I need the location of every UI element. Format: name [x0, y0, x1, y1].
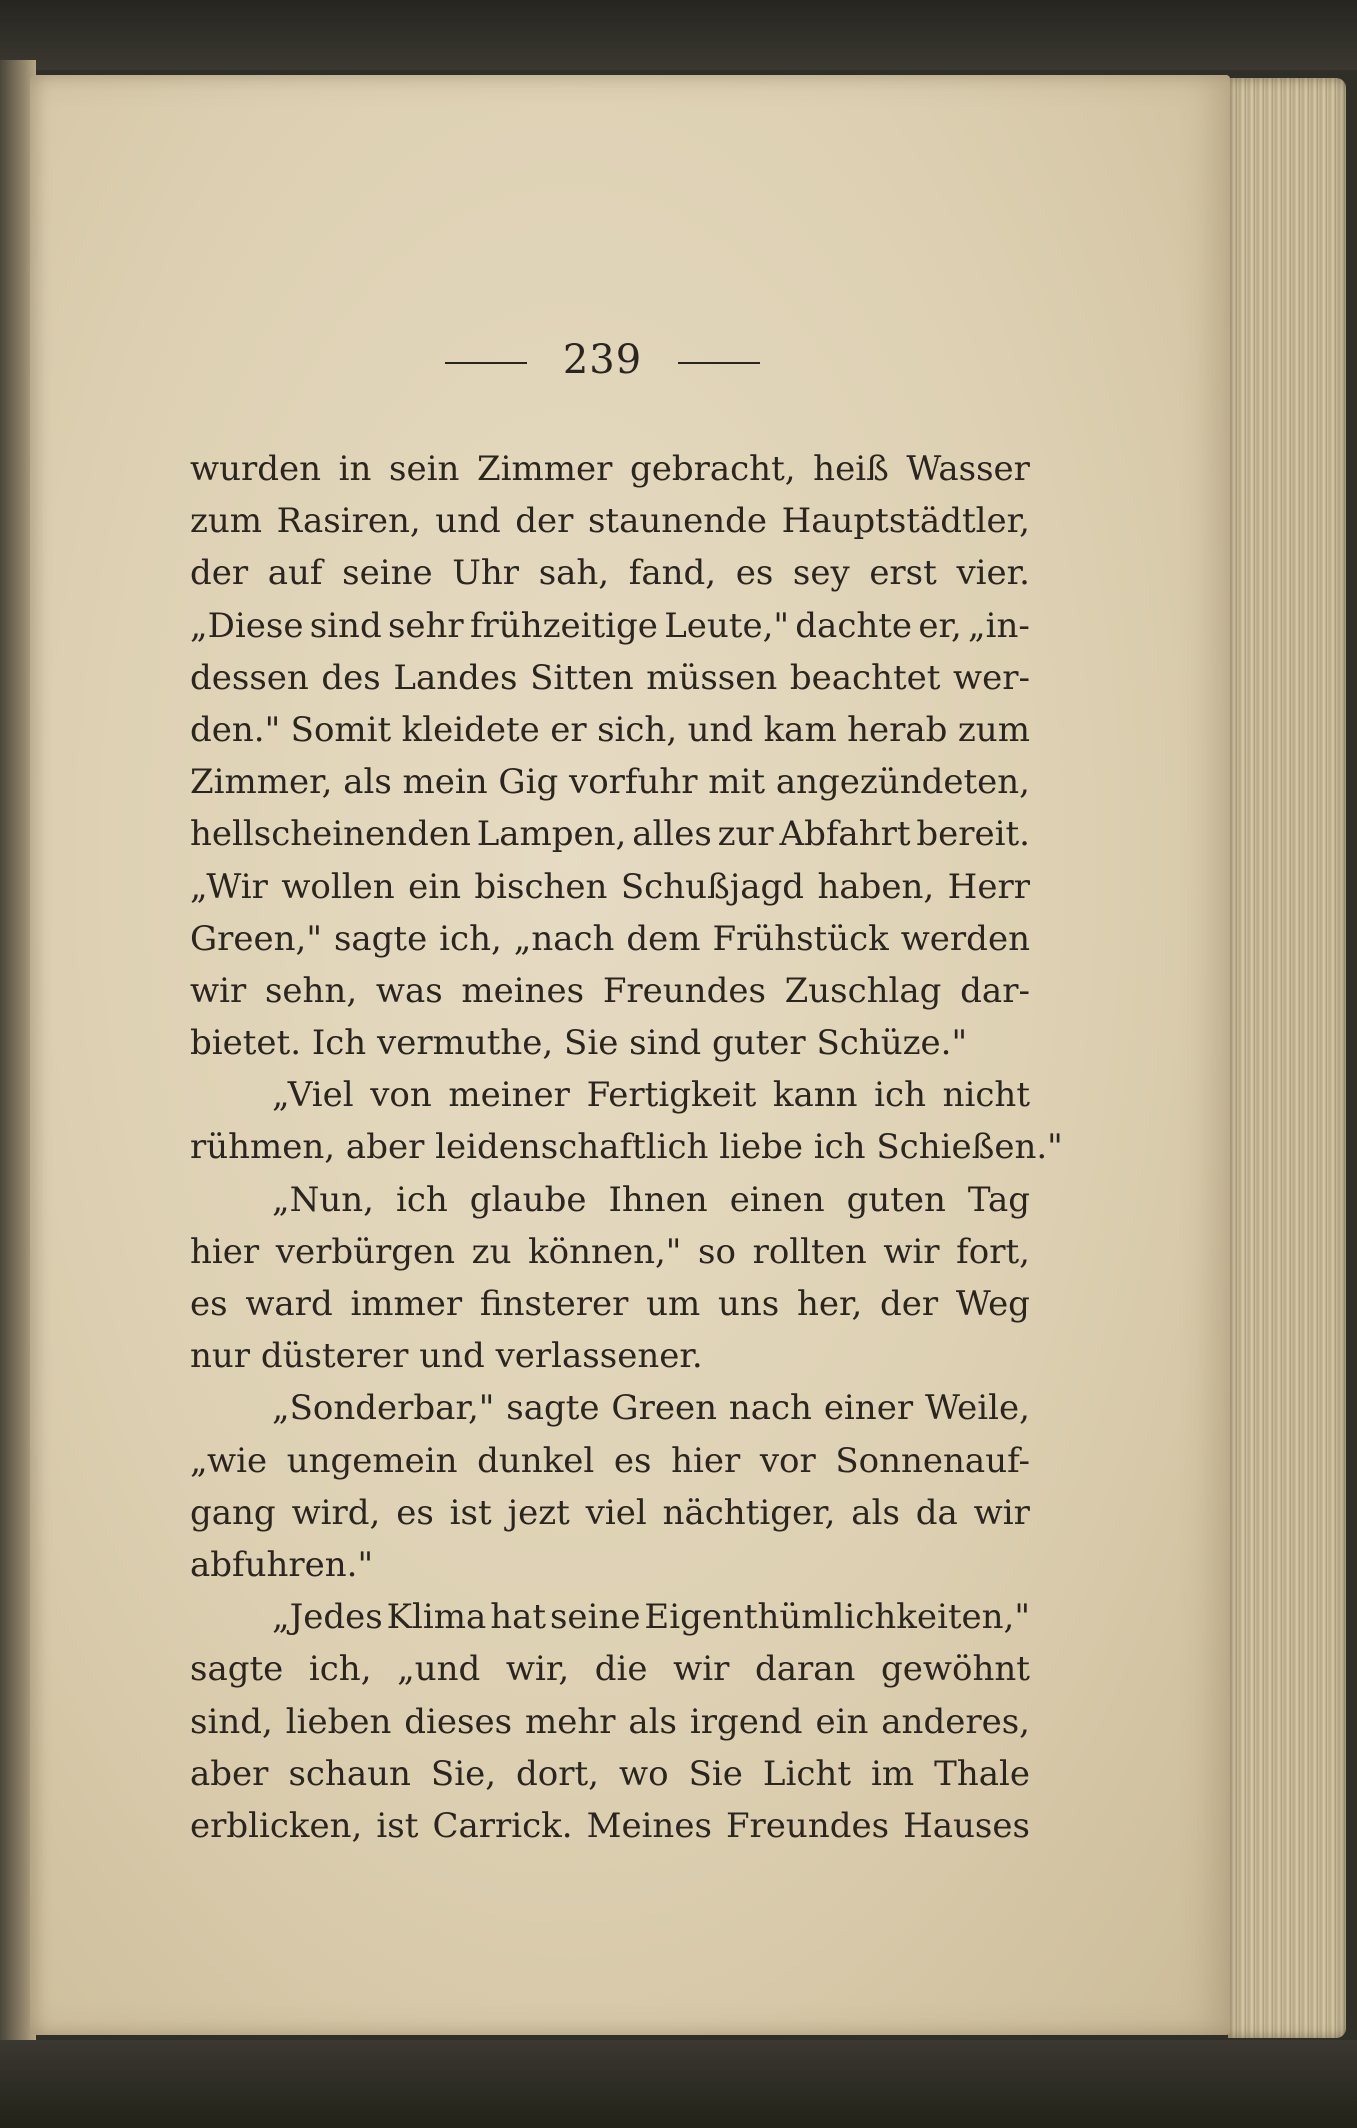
text-word: meines	[461, 970, 585, 1011]
text-word: sehr	[387, 605, 464, 646]
text-word: dem	[626, 918, 701, 959]
text-word: und	[687, 709, 754, 750]
text-word: hier	[190, 1231, 260, 1272]
text-line	[190, 1121, 1063, 1173]
text-word: Ich	[311, 1023, 378, 1064]
text-word: vor	[759, 1440, 816, 1481]
text-word: fort,	[956, 1231, 1030, 1272]
text-word: „Sonderbar,"	[272, 1388, 495, 1429]
text-word: mit	[708, 762, 766, 803]
text-word: verbürgen	[275, 1231, 456, 1272]
text-word: nicht	[942, 1075, 1030, 1116]
text-word: wollen	[281, 866, 395, 907]
text-word: uns	[717, 1284, 780, 1324]
text-word: dar-	[960, 970, 1030, 1011]
text-word: guten	[846, 1179, 946, 1220]
text-word: den."	[190, 709, 281, 750]
text-word: hellscheinenden	[190, 814, 471, 855]
text-word: sein	[389, 449, 460, 489]
text-word: kleidete	[401, 709, 540, 750]
text-word: „Wir	[190, 866, 268, 907]
text-word: Herr	[947, 866, 1030, 907]
text-word: ich	[874, 1075, 926, 1116]
text-word: als	[628, 1701, 677, 1742]
text-line	[190, 756, 1030, 808]
text-word: einer	[823, 1388, 914, 1429]
text-word: zum	[190, 501, 263, 542]
text-word: es	[190, 1284, 228, 1324]
text-word: Gig	[498, 762, 559, 803]
text-line	[190, 913, 1030, 965]
text-word: herab	[847, 709, 948, 750]
text-word: erblicken,	[190, 1805, 363, 1846]
text-line	[190, 1591, 1030, 1643]
text-word: als	[343, 762, 392, 803]
text-word: ist	[376, 1805, 419, 1846]
text-line	[190, 1643, 1030, 1695]
text-word: bietet.	[190, 1023, 312, 1064]
text-word: Landes	[393, 657, 518, 698]
text-line	[190, 1487, 1030, 1539]
book-cover-bottom-edge	[0, 2040, 1357, 2128]
text-word: rollten	[752, 1231, 867, 1272]
text-word: einen	[729, 1179, 825, 1220]
text-word: Thale	[934, 1753, 1030, 1794]
text-line	[190, 1435, 1030, 1487]
text-line	[190, 1069, 1030, 1121]
text-word: es	[613, 1440, 652, 1481]
text-word: Sonnenauf-	[835, 1440, 1030, 1481]
text-word: wir	[883, 1231, 940, 1272]
text-line	[190, 1696, 1030, 1748]
text-word: der	[880, 1284, 939, 1324]
text-word: vermuthe,	[377, 1023, 565, 1064]
text-word: „Viel	[272, 1075, 354, 1116]
text-word: sey	[792, 553, 850, 594]
text-word: wer-	[953, 657, 1030, 698]
text-word: ein	[408, 866, 461, 907]
text-word: von	[370, 1075, 432, 1116]
text-word: Klima	[386, 1597, 487, 1638]
text-word: beachtet	[789, 657, 941, 698]
text-word: nur	[190, 1336, 261, 1377]
text-word: Carrick.	[432, 1805, 573, 1846]
text-word: zur	[717, 814, 774, 855]
text-word: Meines	[586, 1805, 712, 1846]
text-word: immer	[350, 1284, 463, 1324]
text-line	[190, 704, 1030, 756]
text-line	[190, 1382, 1030, 1434]
text-word: guter	[711, 1023, 817, 1064]
text-word: düsterer	[260, 1336, 420, 1377]
text-word: da	[915, 1492, 958, 1533]
text-word: staunende	[587, 501, 768, 542]
text-word: verlassener.	[495, 1336, 703, 1377]
text-word: rühmen,	[190, 1127, 346, 1168]
text-word: seine	[549, 1597, 641, 1638]
text-word: sehn,	[264, 970, 358, 1011]
text-word: als	[851, 1492, 900, 1533]
text-word: bereit.	[916, 814, 1030, 855]
page-header	[30, 337, 1175, 383]
text-word: und	[419, 1336, 496, 1377]
text-word: zum	[957, 709, 1030, 750]
text-word: werden	[900, 918, 1030, 959]
text-line	[190, 1017, 1030, 1069]
text-word: ungemein	[286, 1440, 458, 1481]
text-word: „und	[397, 1649, 481, 1690]
text-word: dieses	[404, 1701, 513, 1742]
text-word: „nach	[513, 918, 615, 959]
text-word: wo	[619, 1753, 669, 1794]
text-word: wir,	[505, 1649, 570, 1690]
text-word: „Jedes	[272, 1597, 383, 1638]
text-word: ich	[395, 1179, 448, 1220]
text-word: Green	[611, 1388, 717, 1429]
text-line	[190, 1800, 1030, 1852]
page-number: 239	[562, 337, 643, 383]
text-word: gang	[190, 1492, 276, 1533]
text-word: daran	[754, 1649, 856, 1690]
text-word: wird,	[291, 1492, 381, 1533]
text-word: finsterer	[479, 1284, 629, 1324]
text-word: wir	[190, 970, 247, 1011]
text-word: können,"	[528, 1231, 682, 1272]
text-word: Sie	[564, 1023, 630, 1064]
text-word: hat	[490, 1597, 547, 1638]
text-word: leidenschaftlich	[435, 1127, 720, 1168]
page-stack-edge	[1228, 78, 1346, 2038]
text-word: dort,	[516, 1753, 599, 1794]
text-word: er	[550, 709, 587, 750]
text-word: alles	[632, 814, 712, 855]
text-word: gebracht,	[629, 449, 796, 489]
text-word: aber	[345, 1127, 436, 1168]
text-line	[190, 1330, 1030, 1382]
text-word: Sie	[688, 1753, 743, 1794]
book-page	[30, 75, 1230, 2035]
text-line	[190, 861, 1030, 913]
text-word: abfuhren."	[190, 1544, 374, 1585]
text-word: Tag	[967, 1179, 1030, 1220]
text-word: sagte	[333, 918, 428, 959]
text-word: meiner	[448, 1075, 570, 1116]
text-word: so	[698, 1231, 736, 1272]
text-word: Schußjagd	[620, 866, 805, 907]
text-word: dunkel	[477, 1440, 595, 1481]
text-word: sind	[629, 1023, 712, 1064]
text-word: fand,	[628, 553, 717, 594]
text-word: mehr	[524, 1701, 616, 1742]
text-word: hier	[671, 1440, 741, 1481]
book-cover-top-edge	[0, 0, 1357, 70]
text-word: haben,	[817, 866, 935, 907]
text-word: Schüze."	[816, 1023, 968, 1064]
text-line	[190, 652, 1030, 704]
text-word: Hauses	[903, 1805, 1030, 1846]
text-word: kann	[772, 1075, 858, 1116]
text-word: Leute,"	[664, 605, 790, 646]
text-line	[190, 547, 1030, 599]
text-word: der	[515, 501, 574, 542]
text-word: zu	[471, 1231, 512, 1272]
text-word: ward	[245, 1284, 333, 1324]
text-word: dachte	[795, 605, 913, 646]
text-word: Weile,	[924, 1388, 1030, 1429]
text-word: gewöhnt	[881, 1649, 1030, 1690]
header-rule-left	[445, 362, 527, 364]
text-word: Rasiren,	[276, 501, 421, 542]
text-word: liebe	[719, 1127, 814, 1168]
text-word: Abfahrt	[779, 814, 911, 855]
text-word: frühzeitige	[469, 605, 658, 646]
text-word: im	[871, 1753, 915, 1794]
text-word: mein	[402, 762, 488, 803]
text-word: Freundes	[602, 970, 766, 1011]
text-word: wurden	[190, 449, 322, 489]
text-line	[190, 1539, 1030, 1591]
text-word: Uhr	[452, 553, 520, 594]
text-word: ein	[815, 1701, 869, 1742]
text-word: ich,	[439, 918, 502, 959]
text-word: Freundes	[725, 1805, 890, 1846]
text-word: bischen	[474, 866, 608, 907]
text-word: „Nun,	[272, 1179, 374, 1220]
text-word: nächtiger,	[662, 1492, 836, 1533]
text-word: „in-	[968, 605, 1030, 646]
text-word: sah,	[538, 553, 610, 594]
text-word: wir	[973, 1492, 1030, 1533]
text-word: Zimmer,	[190, 762, 333, 803]
text-word: glaube	[469, 1179, 587, 1220]
text-line	[190, 808, 1030, 860]
text-word: aber	[190, 1753, 269, 1794]
text-word: nach	[728, 1388, 812, 1429]
text-word: um	[646, 1284, 701, 1324]
text-word: Licht	[762, 1753, 851, 1794]
text-word: Eigenthümlichkeiten,"	[644, 1597, 1030, 1638]
text-word: sich,	[597, 709, 678, 750]
text-word: wir	[673, 1649, 730, 1690]
text-word: ich	[813, 1127, 877, 1168]
text-word: schaun	[288, 1753, 411, 1794]
text-word: ist	[449, 1492, 492, 1533]
text-word: sagte	[506, 1388, 600, 1429]
text-word: Sitten	[530, 657, 634, 698]
text-word: viel	[585, 1492, 647, 1533]
text-word: heiß	[813, 449, 889, 489]
text-word: Hauptstädtler,	[781, 501, 1030, 542]
text-word: Zuschlag	[784, 970, 942, 1011]
text-word: sind	[309, 605, 382, 646]
text-word: in	[338, 449, 372, 489]
text-line	[190, 495, 1030, 547]
text-line	[190, 965, 1030, 1017]
text-word: lieben	[285, 1701, 392, 1742]
text-word: Somit	[290, 709, 392, 750]
text-word: und	[435, 501, 501, 542]
text-word: Zimmer	[477, 449, 613, 489]
text-word: vier.	[956, 553, 1030, 594]
text-word: Ihnen	[608, 1179, 708, 1220]
text-word: es	[396, 1492, 434, 1533]
text-word: Green,"	[190, 918, 322, 959]
text-word: sind,	[190, 1701, 273, 1742]
text-word: kam	[763, 709, 837, 750]
text-word: „Diese	[190, 605, 304, 646]
text-word: dessen	[190, 657, 309, 698]
body-text	[190, 443, 1063, 1852]
text-word: Fertigkeit	[586, 1075, 757, 1116]
text-word: her,	[796, 1284, 863, 1324]
text-word: sagte	[190, 1649, 284, 1690]
text-word: was	[375, 970, 443, 1011]
text-word: ich,	[308, 1649, 372, 1690]
text-word: Sie,	[430, 1753, 497, 1794]
text-word: auf	[267, 553, 323, 594]
text-word: Weg	[955, 1284, 1030, 1324]
text-line	[190, 443, 1030, 495]
text-line	[190, 1748, 1030, 1800]
text-word: Frühstück	[712, 918, 889, 959]
text-word: „wie	[190, 1440, 268, 1481]
text-word: er,	[918, 605, 962, 646]
text-word: jezt	[507, 1492, 570, 1533]
text-line	[190, 1278, 1030, 1330]
text-word: seine	[342, 553, 433, 594]
text-word: Schießen."	[876, 1127, 1063, 1168]
text-line	[190, 1174, 1030, 1226]
text-word: des	[321, 657, 381, 698]
text-word: müssen	[646, 657, 778, 698]
text-word: Lampen,	[476, 814, 627, 855]
text-word: die	[594, 1649, 648, 1690]
text-word: erst	[869, 553, 937, 594]
text-line	[190, 600, 1030, 652]
text-word: anderes,	[881, 1701, 1030, 1742]
text-word: Wasser	[906, 449, 1030, 489]
text-word: vorfuhr	[568, 762, 698, 803]
text-word: angezündeten,	[775, 762, 1030, 803]
text-word: der	[190, 553, 249, 594]
text-line	[190, 1226, 1030, 1278]
text-word: es	[735, 553, 774, 594]
header-rule-right	[678, 362, 760, 364]
text-word: irgend	[689, 1701, 803, 1742]
